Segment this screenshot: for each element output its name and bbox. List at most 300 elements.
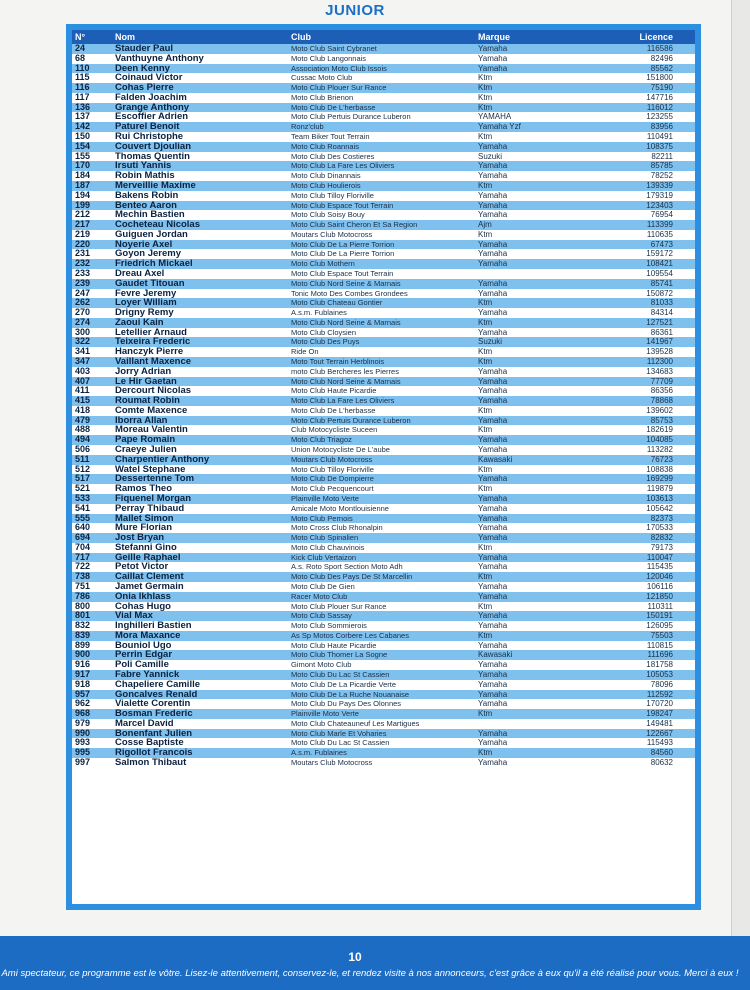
rider-number: 217 xyxy=(72,220,112,230)
rider-number: 786 xyxy=(72,592,112,602)
rider-club: Moto Club De Gien xyxy=(288,582,475,592)
rider-brand: Yamaha xyxy=(475,201,572,211)
rider-name: Goyon Jeremy xyxy=(112,249,288,259)
rider-club: Moto Club Des Costieres xyxy=(288,152,475,162)
rider-name: Teixeira Frederic xyxy=(112,337,288,347)
rider-club: Moto Club Spinalien xyxy=(288,533,475,543)
table-row xyxy=(72,729,695,739)
rider-club: Union Motocycliste De L'aube xyxy=(288,445,475,455)
rider-club: Moto Club Haute Picardie xyxy=(288,386,475,396)
rider-name: Falden Joachim xyxy=(112,93,288,103)
rider-licence: 110311 xyxy=(572,602,695,612)
table-row xyxy=(72,152,695,162)
rider-brand: Ajm xyxy=(475,220,572,230)
rider-number: 403 xyxy=(72,367,112,377)
rider-club: Kick Club Vertaizon xyxy=(288,553,475,563)
rider-number: 533 xyxy=(72,494,112,504)
table-row xyxy=(72,670,695,680)
rider-club: Moto Club Plouer Sur Rance xyxy=(288,83,475,93)
rider-club: Plainville Moto Verte xyxy=(288,494,475,504)
rider-club: moto Club Bercheres les Pierres xyxy=(288,367,475,377)
rider-club: Moto Club Dinannais xyxy=(288,171,475,181)
rider-brand: Yamaha xyxy=(475,680,572,690)
rider-club: Moto Club Mothern xyxy=(288,259,475,269)
rider-number: 136 xyxy=(72,103,112,113)
rider-club: As Sp Motos Corbere Les Cabanes xyxy=(288,631,475,641)
rider-number: 239 xyxy=(72,279,112,289)
rider-club: Moto Cross Club Rhonalpin xyxy=(288,523,475,533)
rider-club: Moutars Club Motocross xyxy=(288,230,475,240)
rider-brand: Yamaha xyxy=(475,758,572,768)
rider-club: Plainville Moto Verte xyxy=(288,709,475,719)
rider-licence: 108838 xyxy=(572,465,695,475)
rider-brand: Ktm xyxy=(475,318,572,328)
rider-name: Salmon Thibaut xyxy=(112,758,288,768)
rider-number: 411 xyxy=(72,386,112,396)
rider-brand: Yamaha xyxy=(475,729,572,739)
rider-number: 993 xyxy=(72,738,112,748)
rider-number: 479 xyxy=(72,416,112,426)
rider-brand: Yamaha xyxy=(475,396,572,406)
table-row xyxy=(72,240,695,250)
rider-licence: 86356 xyxy=(572,386,695,396)
rider-brand xyxy=(475,269,572,279)
rider-club: Moto Club Tilloy Floriville xyxy=(288,465,475,475)
rider-number: 916 xyxy=(72,660,112,670)
table-row xyxy=(72,328,695,338)
rider-name: Geille Raphael xyxy=(112,553,288,563)
table-row xyxy=(72,122,695,132)
rider-name: Inghilleri Bastien xyxy=(112,621,288,631)
rider-licence: 85785 xyxy=(572,161,695,171)
rider-club: Moto Club Du Lac St Cassien xyxy=(288,738,475,748)
rider-licence: 120046 xyxy=(572,572,695,582)
rider-number: 512 xyxy=(72,465,112,475)
rider-licence: 104085 xyxy=(572,435,695,445)
rider-brand: Yamaha xyxy=(475,592,572,602)
rider-number: 640 xyxy=(72,523,112,533)
rider-number: 555 xyxy=(72,514,112,524)
table-row xyxy=(72,347,695,357)
rider-number: 150 xyxy=(72,132,112,142)
table-row xyxy=(72,83,695,93)
rider-brand: Yamaha xyxy=(475,386,572,396)
rider-number: 957 xyxy=(72,690,112,700)
riders-table xyxy=(72,30,695,768)
rider-club: Moto Club Espace Tout Terrain xyxy=(288,269,475,279)
table-row xyxy=(72,680,695,690)
rider-licence: 116586 xyxy=(572,44,695,54)
rider-club: Moto Club Nord Seine & Marnais xyxy=(288,377,475,387)
rider-name: Hanczyk Pierre xyxy=(112,347,288,357)
rider-brand: Yamaha xyxy=(475,142,572,152)
rider-brand: Yamaha xyxy=(475,259,572,269)
rider-brand: Yamaha xyxy=(475,514,572,524)
rider-licence: 85741 xyxy=(572,279,695,289)
rider-licence: 76954 xyxy=(572,210,695,220)
rider-brand: Yamaha xyxy=(475,562,572,572)
rider-licence: 169299 xyxy=(572,474,695,484)
rider-number: 407 xyxy=(72,377,112,387)
rider-name: Bonenfant Julien xyxy=(112,729,288,739)
table-row xyxy=(72,494,695,504)
rider-club: Moto Club De La Picardie Verte xyxy=(288,680,475,690)
rider-number: 322 xyxy=(72,337,112,347)
table-row xyxy=(72,562,695,572)
rider-club: Ronz'club xyxy=(288,122,475,132)
rider-club: Moto Club Pertuis Durance Luberon xyxy=(288,416,475,426)
rider-club: Moutars Club Motocross xyxy=(288,758,475,768)
table-row xyxy=(72,504,695,514)
table-row xyxy=(72,386,695,396)
rider-licence: 110491 xyxy=(572,132,695,142)
rider-brand: Yamaha xyxy=(475,504,572,514)
rider-licence: 134683 xyxy=(572,367,695,377)
rider-licence: 150872 xyxy=(572,289,695,299)
rider-licence: 112592 xyxy=(572,690,695,700)
rider-number: 154 xyxy=(72,142,112,152)
rider-brand: Yamaha xyxy=(475,553,572,563)
rider-brand: Yamaha xyxy=(475,171,572,181)
table-row xyxy=(72,523,695,533)
rider-number: 800 xyxy=(72,602,112,612)
table-row xyxy=(72,259,695,269)
rider-licence: 106116 xyxy=(572,582,695,592)
rider-club: Moto Club De La Pierre Torrion xyxy=(288,249,475,259)
rider-brand: Ktm xyxy=(475,543,572,553)
table-row xyxy=(72,406,695,416)
rider-brand: Yamaha Yzf xyxy=(475,122,572,132)
rider-brand: Yamaha xyxy=(475,328,572,338)
rider-club: Moto Club De La Ruche Nouanaise xyxy=(288,690,475,700)
rider-number: 220 xyxy=(72,240,112,250)
riders-table-container xyxy=(72,30,695,904)
rider-licence: 81033 xyxy=(572,298,695,308)
rider-brand: Ktm xyxy=(475,602,572,612)
rider-name: Jost Bryan xyxy=(112,533,288,543)
table-row xyxy=(72,279,695,289)
rider-licence: 116012 xyxy=(572,103,695,113)
rider-number: 517 xyxy=(72,474,112,484)
rider-brand: Yamaha xyxy=(475,191,572,201)
rider-club: Moto Club Des Puys xyxy=(288,337,475,347)
rider-brand: Suzuki xyxy=(475,152,572,162)
table-row xyxy=(72,425,695,435)
rider-number: 801 xyxy=(72,611,112,621)
rider-brand: YAMAHA xyxy=(475,112,572,122)
rider-licence: 159172 xyxy=(572,249,695,259)
rider-name: Escoffier Adrien xyxy=(112,112,288,122)
table-row xyxy=(72,719,695,729)
rider-name: Fiquenel Morgan xyxy=(112,494,288,504)
rider-club: Moto Club Marle Et Voharies xyxy=(288,729,475,739)
table-row xyxy=(72,611,695,621)
rider-licence: 84314 xyxy=(572,308,695,318)
rider-club: Association Moto Club Issois xyxy=(288,64,475,74)
rider-name: Onia Ikhlass xyxy=(112,592,288,602)
rider-number: 212 xyxy=(72,210,112,220)
rider-name: Irsuti Yannis xyxy=(112,161,288,171)
rider-club: Racer Moto Club xyxy=(288,592,475,602)
rider-name: Stefanni Gino xyxy=(112,543,288,553)
table-header-row xyxy=(72,30,695,44)
rider-licence: 82211 xyxy=(572,152,695,162)
rider-name: Zaoui Kain xyxy=(112,318,288,328)
rider-club: Moto Club Cloysien xyxy=(288,328,475,338)
rider-name: Chapeliere Camille xyxy=(112,680,288,690)
rider-licence: 109554 xyxy=(572,269,695,279)
rider-number: 194 xyxy=(72,191,112,201)
table-row xyxy=(72,690,695,700)
table-row xyxy=(72,201,695,211)
rider-brand: Ktm xyxy=(475,631,572,641)
table-row xyxy=(72,474,695,484)
rider-number: 68 xyxy=(72,54,112,64)
rider-club: Moto Club Houlierois xyxy=(288,181,475,191)
rider-number: 506 xyxy=(72,445,112,455)
rider-name: Caillat Clement xyxy=(112,572,288,582)
rider-brand: Yamaha xyxy=(475,494,572,504)
rider-name: Loyer William xyxy=(112,298,288,308)
table-row xyxy=(72,132,695,142)
rider-licence: 108375 xyxy=(572,142,695,152)
rider-club: Moto Club Langonnais xyxy=(288,54,475,64)
rider-licence: 83956 xyxy=(572,122,695,132)
rider-brand: Ktm xyxy=(475,73,572,83)
rider-number: 199 xyxy=(72,201,112,211)
rider-licence: 85562 xyxy=(572,64,695,74)
rider-club: Moto Club Nord Seine & Marnais xyxy=(288,318,475,328)
rider-number: 918 xyxy=(72,680,112,690)
rider-number: 24 xyxy=(72,44,112,54)
rider-brand: Ktm xyxy=(475,465,572,475)
table-row xyxy=(72,533,695,543)
table-row xyxy=(72,298,695,308)
table-row xyxy=(72,465,695,475)
rider-number: 738 xyxy=(72,572,112,582)
rider-brand: Yamaha xyxy=(475,670,572,680)
rider-licence: 181758 xyxy=(572,660,695,670)
table-row xyxy=(72,377,695,387)
rider-licence: 111696 xyxy=(572,650,695,660)
rider-licence: 105642 xyxy=(572,504,695,514)
rider-name: Jorry Adrian xyxy=(112,367,288,377)
rider-number: 233 xyxy=(72,269,112,279)
table-row xyxy=(72,641,695,651)
rider-licence: 82373 xyxy=(572,514,695,524)
column-header-brand: Marque xyxy=(475,30,572,44)
rider-brand: Yamaha xyxy=(475,289,572,299)
rider-club: Moto Club Chauvinois xyxy=(288,543,475,553)
rider-licence: 113282 xyxy=(572,445,695,455)
rider-club: Moto Club Triagoz xyxy=(288,435,475,445)
rider-name: Jamet Germain xyxy=(112,582,288,592)
table-row xyxy=(72,758,695,768)
rider-club: Moto Club Soisy Bouy xyxy=(288,210,475,220)
rider-name: Le Hir Gaetan xyxy=(112,377,288,387)
rider-number: 990 xyxy=(72,729,112,739)
table-row xyxy=(72,337,695,347)
table-row xyxy=(72,54,695,64)
rider-brand: Yamaha xyxy=(475,641,572,651)
rider-club: Cussac Moto Club xyxy=(288,73,475,83)
table-row xyxy=(72,748,695,758)
rider-club: Club Motocycliste Suceen xyxy=(288,425,475,435)
rider-name: Cohas Pierre xyxy=(112,83,288,93)
rider-name: Benteo Aaron xyxy=(112,201,288,211)
rider-name: Perray Thibaud xyxy=(112,504,288,514)
rider-brand: Ktm xyxy=(475,425,572,435)
rider-brand: Yamaha xyxy=(475,621,572,631)
rider-brand: Ktm xyxy=(475,347,572,357)
rider-licence: 119879 xyxy=(572,484,695,494)
rider-club: Moto Club La Fare Les Oliviers xyxy=(288,396,475,406)
rider-brand: Yamaha xyxy=(475,308,572,318)
table-row xyxy=(72,161,695,171)
rider-brand: Ktm xyxy=(475,357,572,367)
rider-name: Ramos Theo xyxy=(112,484,288,494)
rider-licence: 78252 xyxy=(572,171,695,181)
table-row xyxy=(72,592,695,602)
rider-brand: Ktm xyxy=(475,83,572,93)
rider-club: Moto Club De La Pierre Torrion xyxy=(288,240,475,250)
rider-club: Moto Club Sassay xyxy=(288,611,475,621)
rider-licence: 139528 xyxy=(572,347,695,357)
rider-licence: 108421 xyxy=(572,259,695,269)
rider-name: Stauder Paul xyxy=(112,44,288,54)
rider-licence: 115493 xyxy=(572,738,695,748)
rider-name: Vial Max xyxy=(112,611,288,621)
rider-brand: Yamaha xyxy=(475,54,572,64)
rider-licence: 170533 xyxy=(572,523,695,533)
table-row xyxy=(72,416,695,426)
rider-number: 722 xyxy=(72,562,112,572)
table-row xyxy=(72,220,695,230)
rider-name: Marcel David xyxy=(112,719,288,729)
rider-name: Pape Romain xyxy=(112,435,288,445)
rider-number: 704 xyxy=(72,543,112,553)
rider-number: 184 xyxy=(72,171,112,181)
rider-number: 115 xyxy=(72,73,112,83)
rider-name: Mure Florian xyxy=(112,523,288,533)
rider-club: Moto Tout Terrain Herblinois xyxy=(288,357,475,367)
rider-name: Charpentier Anthony xyxy=(112,455,288,465)
rider-licence: 78868 xyxy=(572,396,695,406)
rider-brand: Yamaha xyxy=(475,533,572,543)
table-row xyxy=(72,455,695,465)
rider-brand: Ktm xyxy=(475,181,572,191)
rider-name: Dessertenne Tom xyxy=(112,474,288,484)
rider-licence: 121850 xyxy=(572,592,695,602)
rider-name: Coinaud Victor xyxy=(112,73,288,83)
rider-number: 262 xyxy=(72,298,112,308)
rider-name: Mallet Simon xyxy=(112,514,288,524)
rider-number: 968 xyxy=(72,709,112,719)
rider-club: Moto Club Plouer Sur Rance xyxy=(288,602,475,612)
rider-name: Mora Maxance xyxy=(112,631,288,641)
rider-number: 117 xyxy=(72,93,112,103)
rider-brand: Kawasaki xyxy=(475,455,572,465)
rider-name: Cohas Hugo xyxy=(112,602,288,612)
rider-brand: Yamaha xyxy=(475,210,572,220)
rider-licence: 198247 xyxy=(572,709,695,719)
rider-club: Gimont Moto Club xyxy=(288,660,475,670)
rider-number: 232 xyxy=(72,259,112,269)
rider-name: Vaillant Maxence xyxy=(112,357,288,367)
rider-licence: 110047 xyxy=(572,553,695,563)
rider-name: Rigollot Francois xyxy=(112,748,288,758)
rider-licence: 113399 xyxy=(572,220,695,230)
rider-licence: 76723 xyxy=(572,455,695,465)
rider-club: Moto Club La Fare Les Oliviers xyxy=(288,161,475,171)
column-header-name: Nom xyxy=(112,30,288,44)
rider-number: 832 xyxy=(72,621,112,631)
rider-number: 494 xyxy=(72,435,112,445)
rider-brand: Ktm xyxy=(475,572,572,582)
rider-licence: 149481 xyxy=(572,719,695,729)
table-row xyxy=(72,738,695,748)
rider-licence: 110815 xyxy=(572,641,695,651)
table-row xyxy=(72,650,695,660)
rider-name: Guiguen Jordan xyxy=(112,230,288,240)
rider-number: 839 xyxy=(72,631,112,641)
rider-licence: 103613 xyxy=(572,494,695,504)
rider-name: Vanthuyne Anthony xyxy=(112,54,288,64)
rider-licence: 127521 xyxy=(572,318,695,328)
rider-licence: 75503 xyxy=(572,631,695,641)
rider-name: Bakens Robin xyxy=(112,191,288,201)
rider-number: 347 xyxy=(72,357,112,367)
rider-licence: 86361 xyxy=(572,328,695,338)
table-row xyxy=(72,396,695,406)
table-row xyxy=(72,357,695,367)
rider-club: Tonic Moto Des Combes Grondees xyxy=(288,289,475,299)
rider-brand: Ktm xyxy=(475,298,572,308)
rider-brand: Ktm xyxy=(475,230,572,240)
rider-brand: Yamaha xyxy=(475,249,572,259)
rider-number: 415 xyxy=(72,396,112,406)
rider-name: Roumat Robin xyxy=(112,396,288,406)
rider-name: Letellier Arnaud xyxy=(112,328,288,338)
rider-number: 511 xyxy=(72,455,112,465)
rider-club: Amicale Moto Montlouisienne xyxy=(288,504,475,514)
table-row xyxy=(72,699,695,709)
rider-name: Gaudet Titouan xyxy=(112,279,288,289)
rider-number: 541 xyxy=(72,504,112,514)
rider-brand: Yamaha xyxy=(475,240,572,250)
rider-number: 995 xyxy=(72,748,112,758)
rider-club: Moto Club Haute Picardie xyxy=(288,641,475,651)
table-row xyxy=(72,73,695,83)
rider-club: Moto Club Chateau Gontier xyxy=(288,298,475,308)
rider-name: Iborra Allan xyxy=(112,416,288,426)
table-row xyxy=(72,289,695,299)
rider-brand: Yamaha xyxy=(475,699,572,709)
rider-number: 110 xyxy=(72,64,112,74)
rider-number: 694 xyxy=(72,533,112,543)
rider-number: 170 xyxy=(72,161,112,171)
rider-brand: Yamaha xyxy=(475,474,572,484)
rider-licence: 141967 xyxy=(572,337,695,347)
rider-club: A.s.m. Fublaines xyxy=(288,308,475,318)
rider-number: 917 xyxy=(72,670,112,680)
table-row xyxy=(72,318,695,328)
rider-licence: 84560 xyxy=(572,748,695,758)
rider-name: Poli Camille xyxy=(112,660,288,670)
table-row xyxy=(72,191,695,201)
rider-name: Cosse Baptiste xyxy=(112,738,288,748)
rider-licence: 139602 xyxy=(572,406,695,416)
